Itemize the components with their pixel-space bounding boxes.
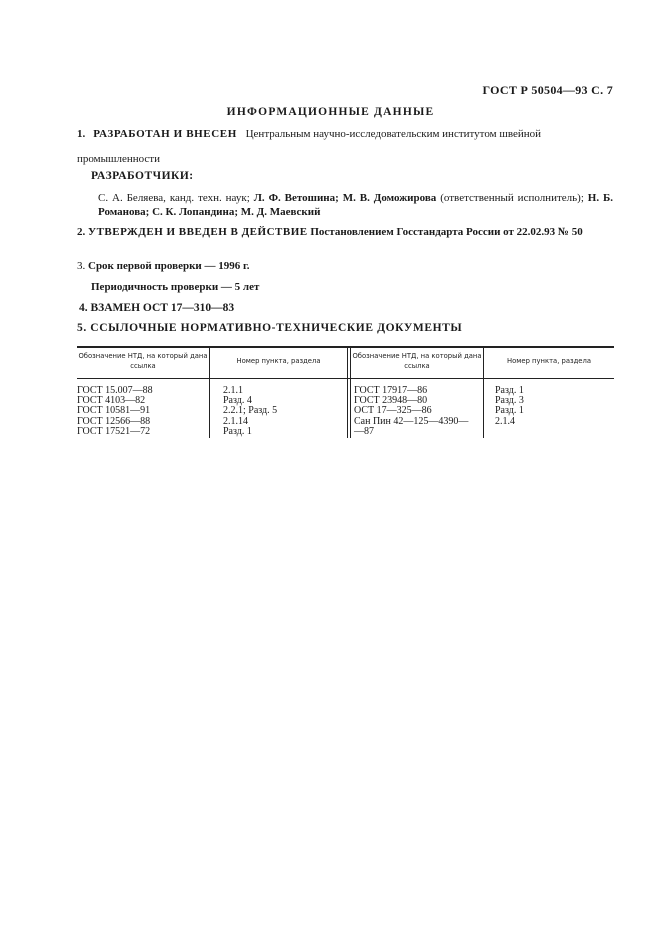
- section-1-label: РАЗРАБОТАН И ВНЕСЕН: [93, 128, 237, 140]
- developer-2: Л. Ф. Ветошина;: [253, 192, 339, 204]
- table-header-rule: [77, 378, 614, 379]
- section-1-number: 1.: [77, 128, 86, 140]
- developer-1-degree: канд. техн. наук;: [169, 192, 250, 204]
- table-col-ntd-1: ГОСТ 15.007—88 ГОСТ 4103—82 ГОСТ 10581—91 ГОСТ 12566—88 ГОСТ 17521—72: [77, 385, 153, 437]
- developer-4: Н. Б. Романова;: [98, 192, 614, 218]
- section-3-period: Периодичность проверки — 5 лет: [91, 281, 260, 293]
- table-header-clause-1: Номер пункта, раздела: [236, 357, 321, 365]
- table-top-rule: [77, 346, 614, 348]
- document-header: ГОСТ Р 50504—93 С. 7: [482, 83, 613, 97]
- section-1: [77, 127, 613, 167]
- developer-5: С. К. Лопандина;: [152, 206, 238, 218]
- section-2-label: УТВЕРЖДЕН И ВВЕДЕН В ДЕЙСТВИЕ: [88, 226, 308, 238]
- developers-list: [98, 191, 613, 219]
- table-col-ntd-2: ГОСТ 17917—86 ГОСТ 23948—80 ОСТ 17—325—86 Сан Пин 42—125—4390— —87: [354, 385, 469, 437]
- table-header-ntd-2: Обозначение НТД, на который дана ссылка: [352, 352, 482, 370]
- section-4: 4. ВЗАМЕН ОСТ 17—310—83: [79, 302, 235, 314]
- developer-6: М. Д. Маевский: [240, 206, 321, 218]
- page-title: ИНФОРМАЦИОННЫЕ ДАННЫЕ: [226, 106, 435, 118]
- section-2-number: 2.: [77, 226, 86, 238]
- developer-3: М. В. Доможирова: [342, 192, 437, 204]
- developer-1: С. А. Беляева,: [98, 192, 166, 204]
- developer-3-role: (ответственный исполнитель);: [440, 192, 584, 204]
- developers-heading: РАЗРАБОТЧИКИ:: [91, 170, 194, 182]
- section-2-text: Постановлением Госстандарта России от 22.02.93 № 50: [310, 226, 583, 238]
- section-3: [77, 260, 250, 272]
- table-divider-2: [347, 346, 348, 438]
- section-2: [77, 226, 613, 239]
- section-1-text: Центральным научно-исследовательским институтом швейной: [245, 128, 541, 140]
- section-3-label: Срок первой проверки — 1996 г.: [88, 260, 250, 272]
- table-col-clause-1: 2.1.1 Разд. 4 2.2.1; Разд. 5 2.1.14 Разд. 1: [223, 385, 278, 437]
- table-header-clause-2: Номер пункта, раздела: [507, 357, 591, 365]
- references-table: [77, 346, 614, 446]
- section-3-number: 3.: [77, 260, 86, 272]
- table-col-clause-2: Разд. 1 Разд. 3 Разд. 1 2.1.4: [495, 385, 524, 427]
- section-1-continuation: промышленности: [77, 153, 160, 165]
- section-5: 5. ССЫЛОЧНЫЕ НОРМАТИВНО-ТЕХНИЧЕСКИЕ ДОКУМЕНТЫ: [77, 322, 463, 334]
- table-header-ntd-1: Обозначение НТД, на который дана ссылка: [78, 352, 208, 370]
